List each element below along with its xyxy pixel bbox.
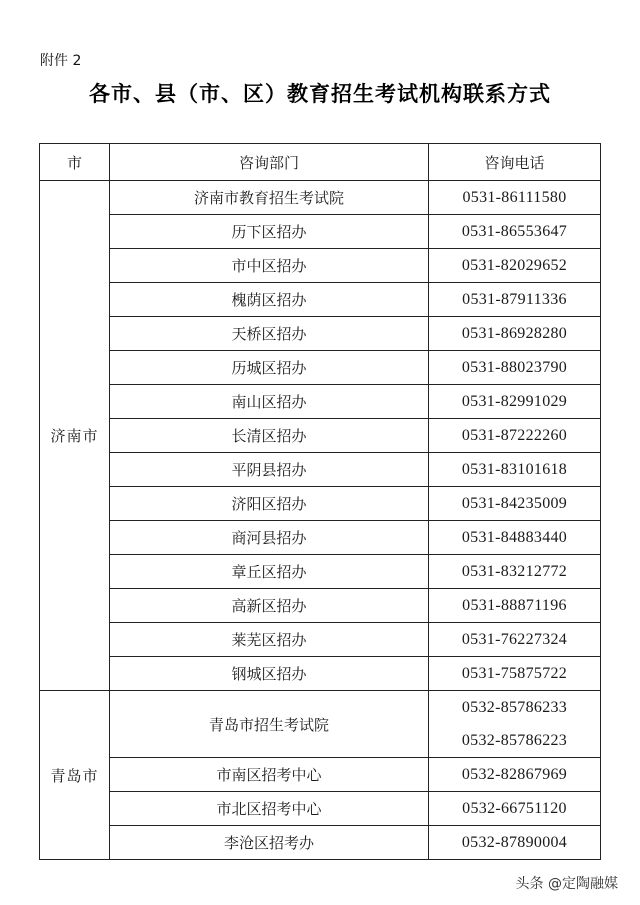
city-cell: 济南市 xyxy=(40,181,110,691)
table-row xyxy=(40,215,601,249)
phone-cell: 0531-76227324 xyxy=(429,623,601,657)
phone-cell: 0531-82991029 xyxy=(429,385,601,419)
table-header-row xyxy=(40,144,601,181)
table-row xyxy=(40,758,601,792)
department-cell: 历城区招办 xyxy=(110,351,429,385)
attachment-label: 附件 2 xyxy=(40,53,82,69)
department-cell: 高新区招办 xyxy=(110,589,429,623)
table-row xyxy=(40,691,601,758)
table-row xyxy=(40,419,601,453)
department-cell: 青岛市招生考试院 xyxy=(110,691,429,758)
contact-table xyxy=(39,143,601,860)
table-row xyxy=(40,487,601,521)
table-row xyxy=(40,453,601,487)
department-cell: 平阴县招办 xyxy=(110,453,429,487)
header-city: 市 xyxy=(40,144,110,181)
phone-cell: 0531-87222260 xyxy=(429,419,601,453)
phone-cell: 0531-86928280 xyxy=(429,317,601,351)
table-row xyxy=(40,385,601,419)
department-cell: 章丘区招办 xyxy=(110,555,429,589)
phone-number: 0532-85786233 xyxy=(461,699,568,716)
table-row xyxy=(40,283,601,317)
phone-cell: 0532-66751120 xyxy=(429,792,601,826)
phone-cell: 0531-82029652 xyxy=(429,249,601,283)
phone-cell: 0531-86111580 xyxy=(429,181,601,215)
department-cell: 市南区招考中心 xyxy=(110,758,429,792)
department-cell: 槐荫区招办 xyxy=(110,283,429,317)
phone-cell xyxy=(429,691,601,758)
table-row xyxy=(40,657,601,691)
phone-cell: 0531-88871196 xyxy=(429,589,601,623)
phone-cell: 0531-84235009 xyxy=(429,487,601,521)
phone-cell: 0531-88023790 xyxy=(429,351,601,385)
phone-cell: 0531-86553647 xyxy=(429,215,601,249)
page-title: 各市、县（市、区）教育招生考试机构联系方式 xyxy=(89,82,551,106)
phone-cell: 0532-87890004 xyxy=(429,826,601,860)
table-row xyxy=(40,555,601,589)
department-cell: 李沧区招考办 xyxy=(110,826,429,860)
table-row xyxy=(40,181,601,215)
phone-cell: 0532-82867969 xyxy=(429,758,601,792)
header-department: 咨询部门 xyxy=(110,144,429,181)
city-cell: 青岛市 xyxy=(40,691,110,860)
table-row xyxy=(40,589,601,623)
phone-number: 0532-85786223 xyxy=(461,732,568,749)
table-row xyxy=(40,351,601,385)
department-cell: 莱芜区招办 xyxy=(110,623,429,657)
table-row xyxy=(40,826,601,860)
department-cell: 市北区招考中心 xyxy=(110,792,429,826)
department-cell: 济阳区招办 xyxy=(110,487,429,521)
department-cell: 钢城区招办 xyxy=(110,657,429,691)
table-body xyxy=(40,181,601,860)
department-cell: 市中区招办 xyxy=(110,249,429,283)
department-cell: 济南市教育招生考试院 xyxy=(110,181,429,215)
table-row xyxy=(40,792,601,826)
table-row xyxy=(40,317,601,351)
department-cell: 历下区招办 xyxy=(110,215,429,249)
phone-cell: 0531-84883440 xyxy=(429,521,601,555)
department-cell: 商河县招办 xyxy=(110,521,429,555)
phone-cell: 0531-83101618 xyxy=(429,453,601,487)
department-cell: 天桥区招办 xyxy=(110,317,429,351)
watermark: 头条 @定陶融媒 xyxy=(515,876,618,892)
department-cell: 长清区招办 xyxy=(110,419,429,453)
table-row xyxy=(40,249,601,283)
department-cell: 南山区招办 xyxy=(110,385,429,419)
table-row xyxy=(40,521,601,555)
phone-cell: 0531-83212772 xyxy=(429,555,601,589)
table-row xyxy=(40,623,601,657)
header-phone: 咨询电话 xyxy=(429,144,601,181)
phone-cell: 0531-87911336 xyxy=(429,283,601,317)
phone-cell: 0531-75875722 xyxy=(429,657,601,691)
